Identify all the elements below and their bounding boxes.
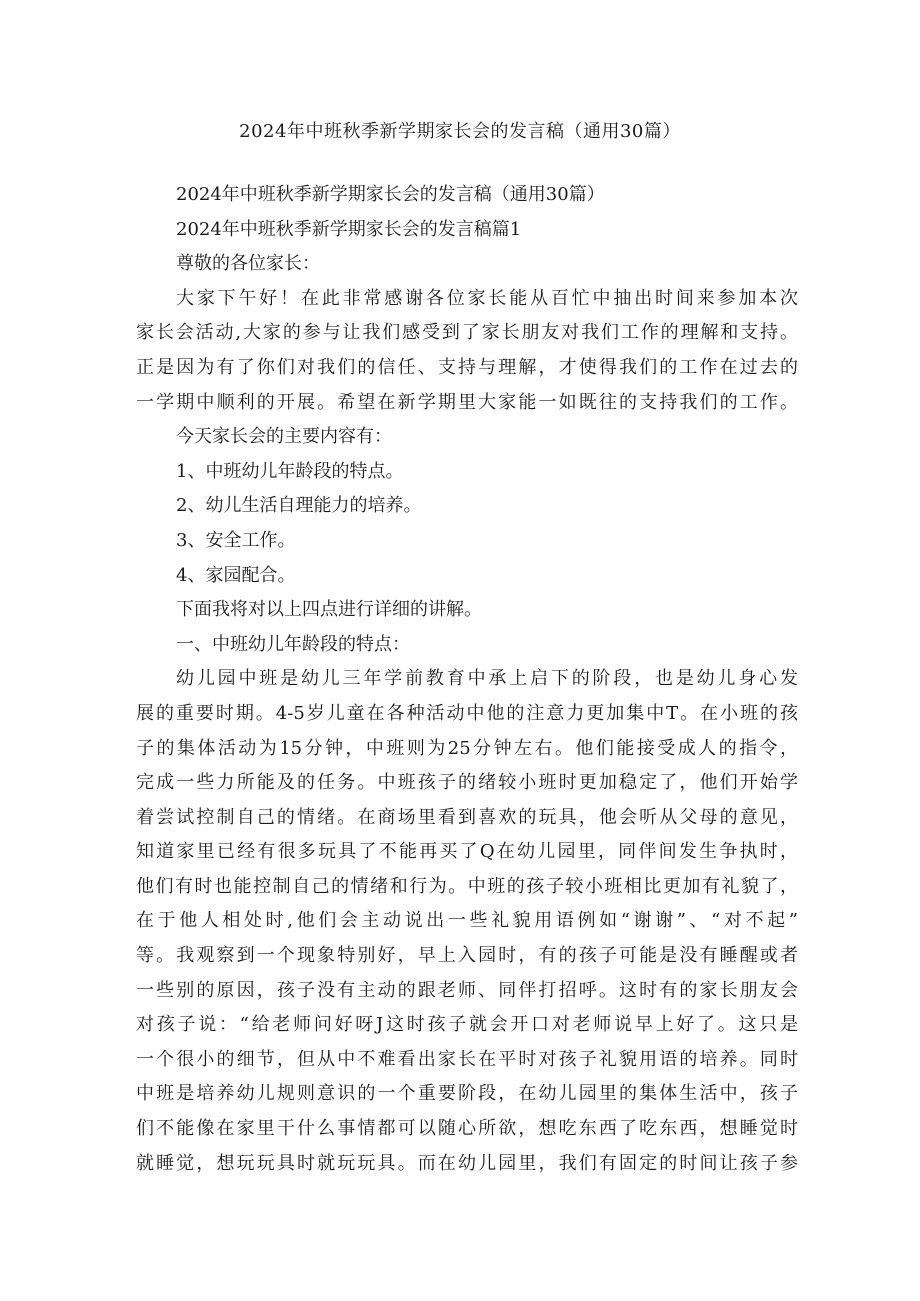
paragraph-line: 他们有时也能控制自己的情绪和行为。中班的孩子较小班相比更加有礼貌了，	[136, 875, 798, 897]
paragraph-line: 今天家长会的主要内容有：	[176, 426, 392, 448]
list-item: 1、中班幼儿年龄段的特点。	[176, 460, 404, 482]
paragraph-line: 知道家里已经有很多玩具了不能再买了Q在幼儿园里，同伴间发生争执时，	[136, 841, 798, 863]
paragraph-section-heading: 2024年中班秋季新学期家长会的发言稿篇1	[176, 218, 522, 240]
paragraph-salutation: 尊敬的各位家长：	[176, 253, 320, 275]
paragraph-heading: 一、中班幼儿年龄段的特点：	[176, 633, 410, 655]
paragraph-line: 着尝试控制自己的情绪。在商场里看到喜欢的玩具，他会听从父母的意见，	[136, 806, 798, 828]
paragraph-line: 对孩子说：“给老师问好呀J这时孩子就会开口对老师说早上好了。这只是	[136, 1014, 798, 1036]
paragraph-subtitle: 2024年中班秋季新学期家长会的发言稿（通用30篇）	[176, 184, 605, 205]
list-item: 4、家园配合。	[176, 564, 296, 586]
list-item: 2、幼儿生活自理能力的培养。	[176, 495, 422, 517]
paragraph-line: 幼儿园中班是幼儿三年学前教育中承上启下的阶段，也是幼儿身心发	[176, 668, 798, 690]
paragraph-line: 们不能像在家里干什么事情都可以随心所欲，想吃东西了吃东西，想睡觉时	[136, 1118, 798, 1140]
paragraph-line: 完成一些力所能及的任务。中班孩子的绪较小班时更加稳定了，他们开始学	[136, 772, 798, 794]
paragraph-line: 子的集体活动为15分钟，中班则为25分钟左右。他们能接受成人的指令，	[136, 737, 798, 759]
paragraph-line: 大家下午好！在此非常感谢各位家长能从百忙中抽出时间来参加本次	[176, 287, 798, 309]
paragraph-line: 下面我将对以上四点进行详细的讲解。	[176, 599, 482, 621]
list-item: 3、安全工作。	[176, 529, 296, 551]
paragraph-line: 等。我观察到一个现象特别好，早上入园时，有的孩子可能是没有睡醒或者	[136, 945, 798, 967]
paragraph-line: 中班是培养幼儿规则意识的一个重要阶段，在幼儿园里的集体生活中，孩子	[136, 1083, 798, 1105]
paragraph-line: 就睡觉，想玩玩具时就玩玩具。而在幼儿园里，我们有固定的时间让孩子参	[136, 1152, 798, 1174]
document-title: 2024年中班秋季新学期家长会的发言稿（通用30篇）	[239, 121, 681, 142]
paragraph-line: 在于他人相处时,他们会主动说出一些礼貌用语例如“谢谢”、“对不起”	[136, 910, 798, 932]
paragraph-line: 一些别的原因，孩子没有主动的跟老师、同伴打招呼。这时有的家长朋友会	[136, 979, 798, 1001]
paragraph-line: 一个很小的细节，但从中不难看出家长在平时对孩子礼貌用语的培养。同时	[136, 1048, 798, 1070]
paragraph-line: 一学期中顺利的开展。希望在新学期里大家能一如既往的支持我们的工作。	[136, 391, 798, 413]
paragraph-line: 正是因为有了你们对我们的信任、支持与理解，才使得我们的工作在过去的	[136, 356, 798, 378]
document-body	[136, 178, 798, 1181]
paragraph-line: 展的重要时期。4-5岁儿童在各种活动中他的注意力更加集中T。在小班的孩	[136, 702, 798, 724]
paragraph-line: 家长会活动,大家的参与让我们感受到了家长朋友对我们工作的理解和支持。	[136, 322, 798, 344]
